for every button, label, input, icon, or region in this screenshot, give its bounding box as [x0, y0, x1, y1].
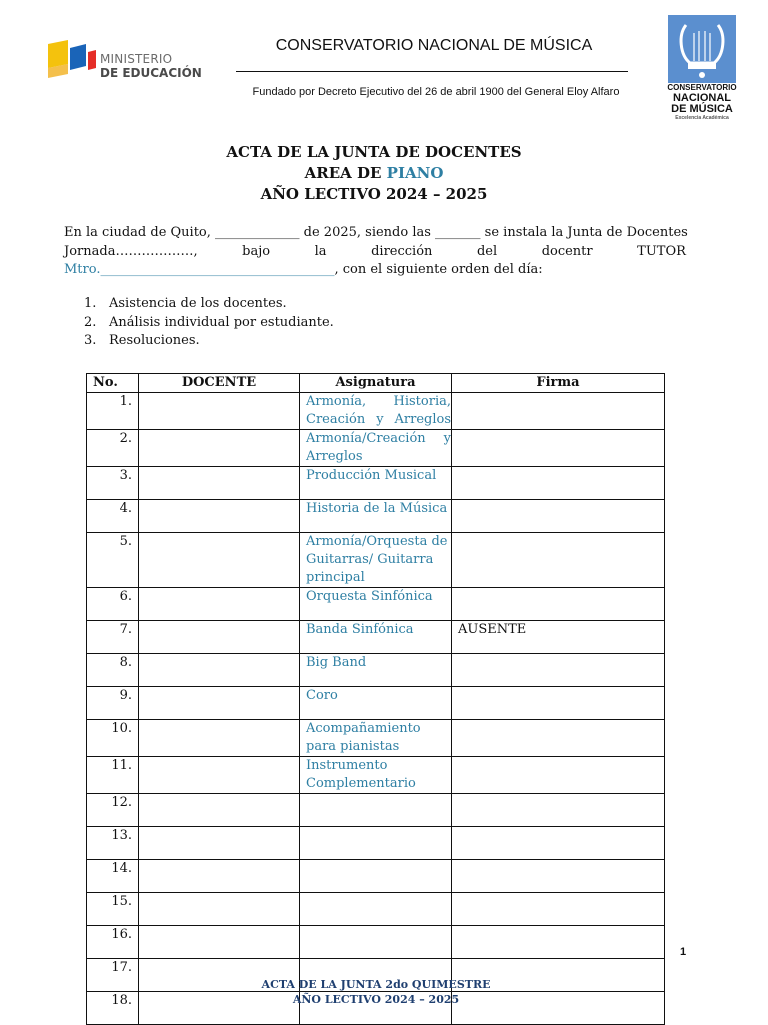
firma-cell[interactable]: AUSENTE [452, 621, 665, 654]
firma-cell[interactable] [452, 430, 665, 467]
row-number: 18. [87, 992, 139, 1025]
table-row [87, 687, 665, 720]
intro-line3-rest: , con el siguiente orden del día: [334, 262, 543, 277]
row-number: 7. [87, 621, 139, 654]
docente-cell[interactable] [139, 654, 300, 687]
docente-cell[interactable] [139, 430, 300, 467]
row-number: 15. [87, 893, 139, 926]
asignatura-cell: Instrumento Complementario [300, 757, 452, 794]
logo-line2: NACIONAL [672, 92, 732, 104]
tutor-name-field: Mtro.____________________________________ [64, 262, 335, 277]
footer-line1: ACTA DE LA JUNTA 2do QUIMESTRE [261, 978, 491, 991]
table-row [87, 430, 665, 467]
header-divider [236, 71, 628, 72]
row-number: 2. [87, 430, 139, 467]
document-title-line2 [0, 164, 748, 182]
ministry-name-line1: MINISTERIO [100, 52, 173, 66]
intro-word: docentr [541, 243, 593, 259]
table-row [87, 794, 665, 827]
row-number: 10. [87, 720, 139, 757]
table-row [87, 467, 665, 500]
col-header-firma: Firma [452, 374, 665, 393]
row-number: 9. [87, 687, 139, 720]
asignatura-cell [300, 926, 452, 959]
asignatura-cell: Big Band [300, 654, 452, 687]
row-number: 16. [87, 926, 139, 959]
asignatura-cell: Orquesta Sinfónica [300, 588, 452, 621]
document-title-line3: AÑO LECTIVO 2024 – 2025 [260, 185, 488, 203]
asignatura-cell: Historia de la Música [300, 500, 452, 533]
table-row [87, 500, 665, 533]
asignatura-cell: Producción Musical [300, 467, 452, 500]
docente-cell[interactable] [139, 621, 300, 654]
agenda-item: 1. Asistencia de los docentes. [84, 296, 287, 311]
asignatura-cell: Armonía, Historia, Creación y Arreglos [300, 393, 452, 430]
intro-word: Jornada………………, [64, 243, 198, 259]
intro-word: bajo [242, 243, 271, 259]
table-row [87, 757, 665, 794]
area-name: PIANO [386, 164, 444, 182]
docente-cell[interactable] [139, 893, 300, 926]
docente-cell[interactable] [139, 588, 300, 621]
agenda-item: 2. Análisis individual por estudiante. [84, 314, 334, 330]
firma-cell[interactable] [452, 654, 665, 687]
agenda-list [84, 295, 334, 351]
intro-line1: En la ciudad de Quito, _____________ de 2025, siendo las _______ se instala la Junta de Docentes [64, 225, 688, 240]
intro-line3 [64, 261, 686, 280]
col-header-asignatura: Asignatura [300, 374, 452, 393]
row-number: 1. [87, 393, 139, 430]
table-row [87, 860, 665, 893]
table-row [87, 621, 665, 654]
attendance-table [86, 373, 665, 1025]
firma-cell[interactable] [452, 588, 665, 621]
logo-line1: CONSERVATORIO [667, 83, 737, 92]
institution-subtitle: Fundado por Decreto Ejecutivo del 26 de abril 1900 del General Eloy Alfaro [252, 86, 620, 98]
row-number: 13. [87, 827, 139, 860]
docente-cell[interactable] [139, 687, 300, 720]
row-number: 5. [87, 533, 139, 588]
row-number: 4. [87, 500, 139, 533]
asignatura-cell: Armonía/Orquesta de Guitarras/ Guitarra principal [300, 533, 452, 588]
intro-word: del [476, 243, 498, 259]
intro-line2 [64, 243, 686, 262]
row-number: 14. [87, 860, 139, 893]
intro-word: TUTOR [637, 243, 686, 259]
firma-cell[interactable] [452, 926, 665, 959]
firma-cell[interactable] [452, 500, 665, 533]
docente-cell[interactable] [139, 393, 300, 430]
agenda-item: 3. Resoluciones. [84, 333, 200, 348]
conservatory-logo [668, 15, 736, 83]
page-number: 1 [680, 946, 687, 958]
docente-cell[interactable] [139, 794, 300, 827]
table-row [87, 654, 665, 687]
firma-cell[interactable] [452, 794, 665, 827]
asignatura-cell [300, 794, 452, 827]
document-title-line1: ACTA DE LA JUNTA DE DOCENTES [226, 143, 522, 161]
docente-cell[interactable] [139, 720, 300, 757]
intro-paragraph [64, 224, 686, 280]
footer-line2: AÑO LECTIVO 2024 – 2025 [292, 993, 460, 1006]
firma-cell[interactable] [452, 720, 665, 757]
area-prefix: AREA DE [304, 164, 387, 182]
docente-cell[interactable] [139, 467, 300, 500]
table-row [87, 720, 665, 757]
lyre-icon [668, 15, 736, 83]
docente-cell[interactable] [139, 827, 300, 860]
firma-cell[interactable] [452, 757, 665, 794]
firma-cell[interactable] [452, 827, 665, 860]
asignatura-cell: Banda Sinfónica [300, 621, 452, 654]
table-row [87, 926, 665, 959]
row-number: 17. [87, 959, 139, 992]
row-number: 6. [87, 588, 139, 621]
intro-word: dirección [371, 243, 433, 259]
docente-cell[interactable] [139, 757, 300, 794]
logo-tagline: Excelencia Académica [675, 115, 729, 121]
institution-title: CONSERVATORIO NACIONAL DE MÚSICA [275, 37, 593, 54]
table-row [87, 533, 665, 588]
asignatura-cell: Coro [300, 687, 452, 720]
firma-cell[interactable] [452, 687, 665, 720]
col-header-no: No. [87, 374, 139, 393]
conservatory-logo-text [660, 82, 744, 121]
firma-cell[interactable] [452, 893, 665, 926]
firma-cell[interactable] [452, 860, 665, 893]
firma-cell[interactable] [452, 393, 665, 430]
table-row [87, 827, 665, 860]
row-number: 11. [87, 757, 139, 794]
logo-line3: DE MÚSICA [671, 103, 733, 115]
asignatura-cell [300, 860, 452, 893]
col-header-docente: DOCENTE [139, 374, 300, 393]
firma-cell[interactable] [452, 533, 665, 588]
asignatura-cell [300, 827, 452, 860]
asignatura-cell: Acompañamiento para pianistas [300, 720, 452, 757]
docente-cell[interactable] [139, 860, 300, 893]
docente-cell[interactable] [139, 533, 300, 588]
table-row [87, 588, 665, 621]
intro-word: la [314, 243, 327, 259]
docente-cell[interactable] [139, 500, 300, 533]
asignatura-cell [300, 893, 452, 926]
ministry-emblem-icon [46, 38, 106, 88]
firma-cell[interactable] [452, 467, 665, 500]
table-row [87, 393, 665, 430]
row-number: 3. [87, 467, 139, 500]
asignatura-cell: Armonía/Creación y Arreglos [300, 430, 452, 467]
row-number: 8. [87, 654, 139, 687]
docente-cell[interactable] [139, 926, 300, 959]
row-number: 12. [87, 794, 139, 827]
table-header-row [87, 374, 665, 393]
ministry-name-line2: DE EDUCACIÓN [100, 66, 202, 80]
table-row [87, 893, 665, 926]
